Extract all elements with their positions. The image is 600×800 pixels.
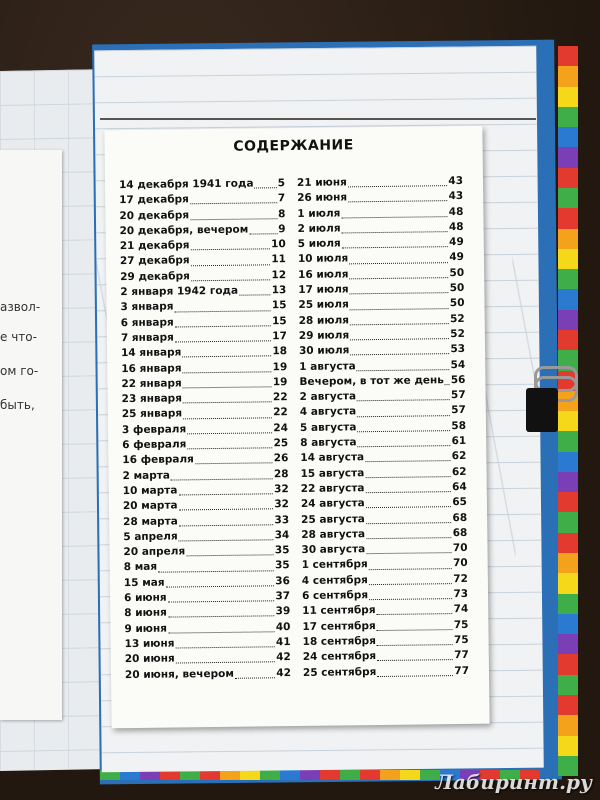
toc-entry-page: 74 <box>453 603 469 616</box>
toc-leader-dots <box>377 651 453 661</box>
toc-entry-page: 62 <box>451 450 467 463</box>
toc-leader-dots <box>369 560 452 570</box>
stripe-segment <box>558 127 578 147</box>
toc-leader-dots <box>183 378 272 388</box>
toc-entry-page: 53 <box>450 343 466 356</box>
toc-entry-page: 41 <box>275 636 291 649</box>
toc-entry-label: Вечером, в тот же день <box>299 374 444 388</box>
toc-entry-page: 26 <box>273 452 289 465</box>
toc-entry-label: 1 сентября <box>301 558 368 572</box>
toc-entry-page: 70 <box>452 542 468 555</box>
stripe-segment <box>558 736 578 756</box>
toc-entry-page: 77 <box>454 664 470 677</box>
toc-entry-page: 10 <box>271 238 286 251</box>
toc-entry-page: 17 <box>272 330 287 343</box>
toc-leader-dots <box>239 287 271 296</box>
stripe-segment <box>558 229 578 249</box>
toc-entry-label: 22 августа <box>300 482 365 495</box>
toc-entry-page: 24 <box>273 421 289 435</box>
toc-entry-page: 32 <box>274 483 289 496</box>
stripe-segment <box>558 573 578 593</box>
toc-leader-dots <box>365 483 451 493</box>
toc-entry-label: 14 августа <box>300 451 365 465</box>
toc-leader-dots <box>187 424 272 434</box>
stripe-segment <box>558 107 578 127</box>
toc-leader-dots <box>179 516 274 526</box>
toc-entry-label: 20 декабря <box>119 208 190 222</box>
toc-entry-page: 68 <box>452 511 468 524</box>
toc-entry-page: 57 <box>451 404 466 417</box>
toc-entry-label: 21 июня <box>296 176 347 189</box>
toc-leader-dots <box>182 363 271 373</box>
toc-entry-label: 16 июля <box>298 268 349 281</box>
toc-column-left <box>119 176 291 683</box>
toc-leader-dots <box>171 470 273 480</box>
toc-entry-label: 17 декабря <box>119 193 189 207</box>
toc-entry-page: 40 <box>275 620 291 633</box>
toc-entry-page: 75 <box>453 633 469 647</box>
toc-entry-label: 20 июня, вечером <box>124 667 234 681</box>
toc-leader-dots <box>342 238 449 248</box>
toc-leader-dots <box>166 577 275 587</box>
toc-leader-dots <box>195 455 273 465</box>
toc-entry-label: 5 июля <box>297 237 341 251</box>
toc-entry-page: 54 <box>450 358 466 371</box>
toc-entry-page: 22 <box>272 391 288 404</box>
toc-entry-page: 61 <box>451 434 467 448</box>
stripe-segment <box>320 770 340 780</box>
toc-entry-page: 43 <box>448 190 464 203</box>
stripe-segment <box>200 770 220 780</box>
stripe-segment <box>558 147 578 167</box>
toc-entry-label: 6 января <box>120 316 174 329</box>
toc-entry-label: 3 января <box>120 300 174 314</box>
toc-leader-dots <box>348 177 448 187</box>
toc-leader-dots <box>357 407 450 417</box>
toc-entry-page: 50 <box>449 297 465 310</box>
stripe-segment <box>558 168 578 188</box>
toc-leader-dots <box>175 638 275 648</box>
toc-entry-label: 15 мая <box>123 576 165 589</box>
toc-entry-label: 6 июня <box>124 591 167 605</box>
toc-entry-label: 8 июня <box>124 606 167 620</box>
toc-leader-dots <box>376 606 452 616</box>
toc-entry-page: 49 <box>449 236 464 249</box>
toc-entry-label: 20 декабря, вечером <box>119 223 249 238</box>
toc-leader-dots <box>341 208 448 218</box>
toc-entry-page: 73 <box>453 587 469 601</box>
toc-leader-dots <box>349 254 448 264</box>
toc-entry-label: 4 августа <box>299 405 357 419</box>
toc-entry-label: 6 февраля <box>122 438 187 452</box>
toc-leader-dots <box>366 498 452 508</box>
toc-entry-label: 20 марта <box>122 499 178 513</box>
stripe-segment <box>180 770 200 780</box>
left-page-fragment: быть, <box>0 398 35 412</box>
toc-leader-dots <box>176 654 276 664</box>
toc-entry-page: 28 <box>273 467 289 480</box>
toc-entry-page: 36 <box>275 574 290 587</box>
toc-entry-page: 49 <box>449 251 465 264</box>
toc-title: СОДЕРЖАНИЕ <box>233 137 354 155</box>
toc-leader-dots <box>186 547 274 557</box>
stripe-segment <box>558 310 578 330</box>
toc-entry-page: 62 <box>451 465 467 478</box>
stripe-segment <box>558 553 578 573</box>
toc-leader-dots <box>175 317 272 327</box>
stripe-segment <box>558 87 578 107</box>
toc-leader-dots <box>168 623 275 633</box>
left-page-fragment: ом го- <box>0 364 39 378</box>
toc-entry-label: 24 августа <box>300 497 365 511</box>
toc-leader-dots <box>350 346 449 356</box>
toc-entry-label: 4 сентября <box>301 573 368 587</box>
toc-entry-page: 25 <box>273 437 289 450</box>
toc-leader-dots <box>349 269 448 279</box>
toc-leader-dots <box>182 348 271 358</box>
toc-entry-label: 7 января <box>120 331 174 345</box>
toc-leader-dots <box>168 592 275 602</box>
toc-entry-page: 5 <box>277 177 286 190</box>
toc-leader-dots <box>377 621 453 631</box>
stripe-segment <box>558 46 578 66</box>
toc-leader-dots <box>179 501 274 511</box>
toc-entry <box>125 666 291 683</box>
stripe-segment <box>360 770 380 780</box>
toc-entry-label: 2 августа <box>299 390 357 404</box>
stripe-segment <box>380 770 400 780</box>
stripe-segment <box>558 249 578 269</box>
toc-leader-dots <box>357 422 450 432</box>
toc-entry-label: 6 сентября <box>301 589 369 602</box>
stripe-segment <box>558 533 578 553</box>
stripe-segment <box>558 614 578 634</box>
toc-entry-label: 25 августа <box>301 512 365 526</box>
toc-entry-label: 21 декабря <box>119 239 190 253</box>
stripe-segment <box>558 66 578 86</box>
toc-entry-page: 58 <box>451 419 467 432</box>
stripe-segment <box>558 452 578 472</box>
toc-entry-label: 25 июля <box>298 298 349 312</box>
toc-entry-page: 48 <box>448 220 464 234</box>
toc-entry-page: 8 <box>278 207 286 220</box>
toc-entry-page: 35 <box>274 559 290 572</box>
toc-leader-dots <box>191 271 271 281</box>
toc-entry-label: 29 июля <box>298 329 350 342</box>
toc-entry-page: 72 <box>453 572 468 585</box>
toc-entry-label: 1 июля <box>297 207 341 220</box>
toc-entry-page: 65 <box>452 496 468 509</box>
stripe-segment <box>558 472 578 492</box>
toc-leader-dots <box>358 437 451 447</box>
toc-leader-dots <box>357 391 450 401</box>
page-header-rule <box>100 118 536 120</box>
toc-leader-dots <box>191 256 271 266</box>
toc-entry-label: 18 сентября <box>302 634 376 648</box>
toc-entry-page: 33 <box>274 513 290 526</box>
toc-entry-label: 25 января <box>121 407 183 421</box>
toc-entry-label: 23 января <box>121 392 182 406</box>
toc-leader-dots <box>350 284 449 294</box>
stripe-segment <box>220 770 240 780</box>
toc-leader-dots <box>341 223 448 233</box>
toc-entry-page: 50 <box>449 282 465 295</box>
toc-entry-page: 42 <box>276 651 291 664</box>
toc-leader-dots <box>183 409 272 419</box>
left-page-card <box>0 150 62 720</box>
stripe-segment <box>558 330 578 350</box>
toc-entry-label: 16 января <box>121 361 182 375</box>
toc-entry-page: 52 <box>449 312 465 325</box>
toc-entry-page: 13 <box>271 284 287 297</box>
toc-leader-dots <box>187 439 272 449</box>
toc-entry-label: 5 августа <box>299 421 357 434</box>
toc-entry-page: 70 <box>452 557 468 570</box>
stripe-segment <box>558 492 578 512</box>
toc-entry-label: 25 сентября <box>302 665 377 679</box>
stripe-segment <box>558 634 578 654</box>
toc-entry-label: 29 декабря <box>120 270 190 283</box>
toc-entry <box>303 663 469 680</box>
toc-entry-page: 15 <box>271 299 287 312</box>
toc-entry-label: 26 июня <box>297 191 348 205</box>
stripe-segment <box>280 770 300 780</box>
stripe-segment <box>240 770 260 780</box>
toc-entry-page: 9 <box>278 223 286 236</box>
toc-leader-dots <box>357 361 450 371</box>
toc-entry-label: 13 июня <box>124 637 175 651</box>
toc-entry-page: 42 <box>276 666 292 679</box>
stripe-segment <box>558 654 578 674</box>
toc-leader-dots <box>366 514 452 524</box>
toc-entry-label: 1 августа <box>299 359 356 373</box>
toc-entry-label: 27 декабря <box>119 254 190 268</box>
toc-leader-dots <box>190 241 270 251</box>
stripe-segment <box>558 269 578 289</box>
toc-entry <box>299 373 465 390</box>
toc-entry-label: 10 марта <box>122 484 178 498</box>
toc-entry-label: 17 июля <box>298 283 349 297</box>
toc-leader-dots <box>350 315 449 325</box>
toc-entry-label: 3 февраля <box>121 423 187 436</box>
toc-entry-page: 43 <box>448 174 464 188</box>
toc-leader-dots <box>369 575 452 585</box>
toc-entry-page: 12 <box>271 268 287 282</box>
toc-entry-label: 2 января 1942 года <box>120 284 239 299</box>
stripe-segment <box>400 770 420 780</box>
toc-entry-page: 50 <box>449 266 465 279</box>
toc-entry-page: 37 <box>275 590 291 603</box>
toc-entry-label: 5 апреля <box>123 530 178 543</box>
toc-entry-label: 8 августа <box>300 436 357 450</box>
toc-entry-page: 11 <box>271 253 287 266</box>
toc-leader-dots <box>254 179 276 188</box>
stripe-segment <box>558 208 578 228</box>
toc-entry-page: 7 <box>277 192 286 205</box>
watermark-logo: Лабиринт.ру <box>435 770 592 794</box>
toc-entry-label: 17 сентября <box>302 619 376 633</box>
toc-entry-label: 24 сентября <box>302 650 377 664</box>
toc-leader-dots <box>168 608 275 618</box>
toc-entry-page: 22 <box>273 406 288 419</box>
toc-entry-label: 9 июня <box>124 622 168 635</box>
toc-entry-page: 39 <box>275 605 291 618</box>
toc-column-right <box>297 174 469 681</box>
toc-leader-dots <box>366 544 452 554</box>
toc-leader-dots <box>369 590 452 600</box>
toc-leader-dots <box>249 225 277 234</box>
toc-entry-page: 77 <box>454 649 469 662</box>
toc-entry-label: 14 декабря 1941 года <box>118 177 254 192</box>
toc-entry-label: 28 августа <box>301 528 366 541</box>
stripe-segment <box>558 675 578 695</box>
left-page-fragment: е что- <box>0 330 37 344</box>
toc-entry-label: 30 августа <box>301 543 366 557</box>
toc-leader-dots <box>348 193 448 203</box>
toc-leader-dots <box>190 195 277 205</box>
toc-leader-dots <box>350 330 449 340</box>
toc-entry-page: 35 <box>274 544 290 557</box>
toc-entry-label: 16 февраля <box>122 453 194 467</box>
toc-entry-label: 28 марта <box>123 514 178 528</box>
stripe-segment <box>558 594 578 614</box>
toc-entry-page: 48 <box>448 205 464 218</box>
toc-entry-page: 19 <box>272 360 288 373</box>
toc-leader-dots <box>178 485 273 495</box>
toc-leader-dots <box>366 529 452 539</box>
toc-entry-label: 15 августа <box>300 466 365 480</box>
toc-entry-page: 75 <box>453 618 469 631</box>
toc-entry-page: 19 <box>272 375 288 389</box>
toc-leader-dots <box>365 468 451 478</box>
toc-leader-dots <box>350 300 449 310</box>
stripe-segment <box>558 695 578 715</box>
stripe-segment <box>300 770 320 780</box>
stripe-segment <box>558 512 578 532</box>
toc-entry-label: 8 мая <box>123 561 158 574</box>
left-page-fragment: азвол- <box>0 300 41 314</box>
toc-leader-dots <box>183 394 272 404</box>
binder-clip <box>526 366 574 438</box>
stripe-segment <box>558 715 578 735</box>
toc-entry-label: 20 апреля <box>123 545 186 559</box>
toc-entry-label: 2 марта <box>122 469 170 482</box>
toc-entry-page: 15 <box>272 314 287 327</box>
toc-entry-label: 28 июля <box>298 314 350 327</box>
toc-leader-dots <box>235 669 276 678</box>
toc-entry-page: 18 <box>272 345 288 358</box>
toc-leader-dots <box>365 453 451 463</box>
toc-entry-page: 52 <box>450 327 465 341</box>
stripe-segment <box>558 289 578 309</box>
toc-entry-label: 30 июля <box>299 344 350 358</box>
stripe-segment <box>558 188 578 208</box>
toc-entry-label: 2 июля <box>297 222 341 235</box>
toc-leader-dots <box>377 667 453 677</box>
toc-leader-dots <box>445 376 450 385</box>
toc-entry-page: 68 <box>452 526 468 539</box>
toc-entry-page: 56 <box>450 373 466 386</box>
toc-entry-label: 14 января <box>121 346 182 360</box>
toc-leader-dots <box>179 531 274 541</box>
toc-leader-dots <box>158 562 274 572</box>
toc-entry-label: 22 января <box>121 377 182 391</box>
toc-leader-dots <box>175 332 272 342</box>
stripe-segment <box>260 770 280 780</box>
toc-entry-page: 34 <box>274 528 290 542</box>
toc-entry-page: 57 <box>450 389 466 402</box>
toc-entry-label: 20 июня <box>124 652 175 666</box>
toc-card <box>104 126 489 729</box>
toc-entry-label: 11 сентября <box>302 604 376 618</box>
toc-leader-dots <box>174 302 271 312</box>
toc-leader-dots <box>190 210 277 220</box>
toc-leader-dots <box>377 636 453 646</box>
toc-entry-label: 10 июля <box>297 252 349 266</box>
stripe-segment <box>340 770 360 780</box>
toc-entry-page: 64 <box>452 480 467 494</box>
toc-entry-page: 32 <box>274 498 290 511</box>
